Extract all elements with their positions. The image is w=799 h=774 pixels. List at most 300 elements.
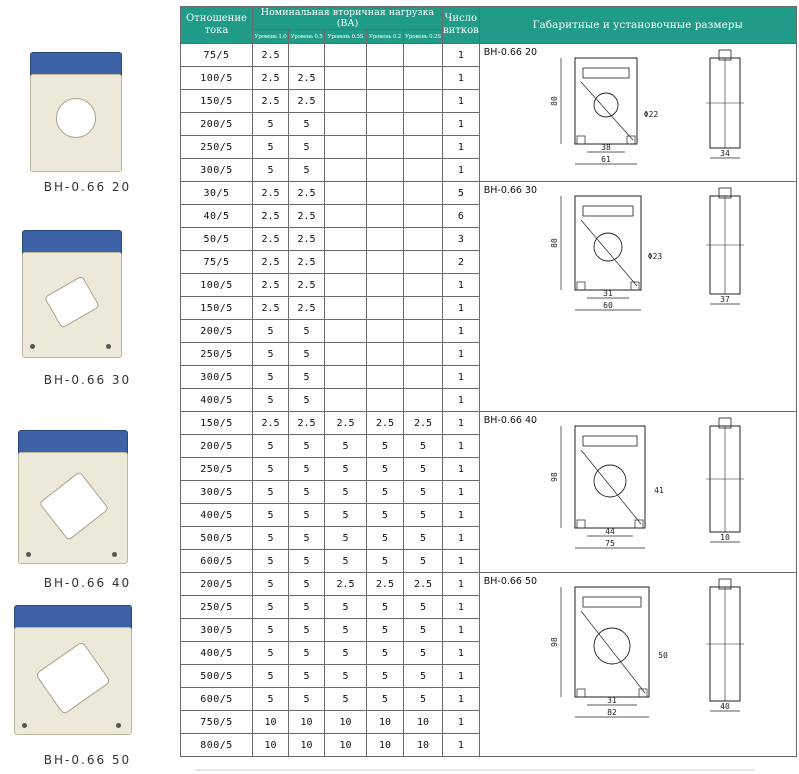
- load-cell: [325, 343, 367, 366]
- diagonal-leader: [581, 611, 645, 693]
- ratio-cell: 150/5: [181, 297, 253, 320]
- load-cell: 5: [253, 435, 289, 458]
- load-cell: 2.5: [253, 67, 289, 90]
- load-cell: 2.5: [253, 44, 289, 67]
- inner-dim-label: 44: [604, 527, 615, 536]
- window-outline: [594, 233, 622, 261]
- load-cell: [367, 182, 404, 205]
- load-cell: 5: [367, 435, 404, 458]
- primary-window: [56, 98, 96, 138]
- load-cell: [367, 228, 404, 251]
- turns-cell: 1: [443, 688, 480, 711]
- load-cell: 5: [367, 550, 404, 573]
- load-cell: 2.5: [253, 297, 289, 320]
- load-cell: 5: [253, 550, 289, 573]
- model-label: ВН-0.66 50: [483, 576, 538, 587]
- load-cell: 5: [367, 642, 404, 665]
- mounting-screw: [106, 344, 111, 349]
- load-cell: 5: [289, 642, 325, 665]
- load-cell: 5: [289, 619, 325, 642]
- window-outline: [594, 93, 618, 117]
- turns-cell: 1: [443, 67, 480, 90]
- load-cell: 10: [404, 711, 443, 734]
- load-cell: 2.5: [253, 412, 289, 435]
- load-cell: 10: [289, 711, 325, 734]
- product-image: [14, 605, 132, 735]
- load-cell: 10: [325, 734, 367, 757]
- load-cell: 5: [253, 458, 289, 481]
- load-cell: 5: [289, 389, 325, 412]
- load-cell: 5: [289, 343, 325, 366]
- ratio-cell: 200/5: [181, 435, 253, 458]
- dimension-drawing: [480, 412, 797, 573]
- terminal-cap: [22, 230, 122, 254]
- header-load: Номинальная вторичная нагрузка (ВА): [253, 7, 443, 30]
- dimension-drawing-cell: [479, 412, 796, 573]
- turns-cell: 1: [443, 573, 480, 596]
- load-cell: [367, 366, 404, 389]
- load-cell: 5: [325, 619, 367, 642]
- load-cell: [325, 159, 367, 182]
- terminal-cap: [30, 52, 122, 76]
- load-cell: [404, 274, 443, 297]
- turns-cell: 1: [443, 412, 480, 435]
- load-cell: [404, 343, 443, 366]
- load-cell: [404, 228, 443, 251]
- load-cell: 10: [289, 734, 325, 757]
- load-cell: [325, 67, 367, 90]
- load-cell: [325, 90, 367, 113]
- load-cell: [367, 67, 404, 90]
- turns-cell: 1: [443, 481, 480, 504]
- ratio-cell: 30/5: [181, 182, 253, 205]
- ratio-cell: 600/5: [181, 550, 253, 573]
- load-cell: [404, 159, 443, 182]
- load-cell: 5: [325, 481, 367, 504]
- turns-cell: 1: [443, 711, 480, 734]
- load-cell: [367, 136, 404, 159]
- front-outline: [575, 58, 637, 144]
- depth-dim-label: 10: [719, 533, 730, 542]
- load-cell: 2.5: [289, 297, 325, 320]
- ratio-cell: 250/5: [181, 458, 253, 481]
- hole-dim-label: 50: [657, 651, 668, 660]
- load-cell: 10: [367, 734, 404, 757]
- load-cell: [367, 343, 404, 366]
- header-level: Уровень 0.2: [367, 30, 404, 44]
- load-cell: 2.5: [253, 274, 289, 297]
- spec-body: [181, 44, 797, 757]
- load-cell: [404, 251, 443, 274]
- turns-cell: 1: [443, 113, 480, 136]
- ratio-cell: 300/5: [181, 366, 253, 389]
- ratio-cell: 100/5: [181, 67, 253, 90]
- dimension-drawing: [480, 573, 797, 757]
- load-cell: 5: [325, 688, 367, 711]
- load-cell: 2.5: [253, 205, 289, 228]
- load-cell: 10: [325, 711, 367, 734]
- load-cell: 5: [367, 688, 404, 711]
- turns-cell: 2: [443, 251, 480, 274]
- load-cell: 5: [289, 159, 325, 182]
- table-row: [181, 412, 797, 435]
- load-cell: 2.5: [253, 228, 289, 251]
- ratio-cell: 40/5: [181, 205, 253, 228]
- product-bh066-50: [0, 603, 175, 774]
- table-row: [181, 44, 797, 67]
- load-cell: 2.5: [289, 228, 325, 251]
- load-cell: [404, 113, 443, 136]
- header-level: Уровень 0.5S: [325, 30, 367, 44]
- load-cell: 10: [253, 734, 289, 757]
- load-cell: 5: [325, 504, 367, 527]
- header-level: Уровень 1.0: [253, 30, 289, 44]
- inner-dim-label: 31: [602, 289, 613, 298]
- turns-cell: 1: [443, 320, 480, 343]
- turns-cell: 1: [443, 274, 480, 297]
- ratio-cell: 400/5: [181, 504, 253, 527]
- mounting-screw: [116, 723, 121, 728]
- load-cell: 5: [289, 665, 325, 688]
- load-cell: 5: [367, 619, 404, 642]
- footer-divider: [195, 769, 755, 771]
- mount-foot: [577, 282, 585, 290]
- turns-cell: 1: [443, 665, 480, 688]
- header-level: Уровень 0.2S: [404, 30, 443, 44]
- dimension-drawing: [480, 182, 797, 412]
- ratio-cell: 200/5: [181, 573, 253, 596]
- load-cell: [325, 366, 367, 389]
- load-cell: [367, 205, 404, 228]
- load-cell: 5: [253, 619, 289, 642]
- load-cell: [404, 136, 443, 159]
- load-cell: 5: [325, 550, 367, 573]
- load-cell: 5: [253, 159, 289, 182]
- ratio-cell: 250/5: [181, 136, 253, 159]
- turns-cell: 1: [443, 619, 480, 642]
- ratio-cell: 150/5: [181, 90, 253, 113]
- load-cell: [325, 320, 367, 343]
- load-cell: 5: [367, 481, 404, 504]
- nameplate: [583, 206, 633, 216]
- load-cell: 5: [404, 550, 443, 573]
- model-label: ВН-0.66 20: [483, 47, 538, 58]
- load-cell: 5: [289, 688, 325, 711]
- model-label: ВН-0.66 40: [483, 415, 538, 426]
- mount-foot: [577, 136, 585, 144]
- turns-cell: 1: [443, 596, 480, 619]
- product-bh066-30: [0, 222, 175, 392]
- load-cell: 2.5: [325, 573, 367, 596]
- load-cell: 2.5: [325, 412, 367, 435]
- terminal-cap: [18, 430, 128, 454]
- load-cell: 5: [253, 136, 289, 159]
- load-cell: 5: [253, 642, 289, 665]
- header-turns: Число витков: [443, 7, 480, 44]
- nameplate: [583, 68, 629, 78]
- header-ratio: Отношение тока: [181, 7, 253, 44]
- ratio-cell: 75/5: [181, 44, 253, 67]
- load-cell: [367, 90, 404, 113]
- load-cell: 5: [289, 573, 325, 596]
- dimension-drawing-cell: [479, 44, 796, 182]
- load-cell: [325, 205, 367, 228]
- load-cell: [367, 297, 404, 320]
- load-cell: [367, 113, 404, 136]
- ratio-cell: 200/5: [181, 320, 253, 343]
- load-cell: 5: [253, 504, 289, 527]
- depth-dim-label: 37: [719, 295, 730, 304]
- load-cell: 5: [253, 665, 289, 688]
- load-cell: [367, 44, 404, 67]
- mount-foot: [577, 520, 585, 528]
- load-cell: [367, 274, 404, 297]
- ratio-cell: 200/5: [181, 113, 253, 136]
- load-cell: 5: [367, 458, 404, 481]
- load-cell: 2.5: [289, 90, 325, 113]
- turns-cell: 3: [443, 228, 480, 251]
- depth-dim-label: 40: [719, 702, 730, 711]
- load-cell: 5: [325, 527, 367, 550]
- turns-cell: 6: [443, 205, 480, 228]
- width-dim-label: 60: [602, 301, 613, 310]
- mount-foot: [627, 136, 635, 144]
- load-cell: [367, 251, 404, 274]
- mounting-screw: [112, 552, 117, 557]
- load-cell: [367, 389, 404, 412]
- turns-cell: 1: [443, 90, 480, 113]
- load-cell: 5: [289, 366, 325, 389]
- load-cell: 5: [404, 458, 443, 481]
- load-cell: [325, 251, 367, 274]
- load-cell: [325, 274, 367, 297]
- load-cell: 2.5: [289, 205, 325, 228]
- table-row: [181, 182, 797, 205]
- hole-dim-label: Φ22: [643, 110, 658, 119]
- load-cell: 5: [367, 504, 404, 527]
- ratio-cell: 100/5: [181, 274, 253, 297]
- load-cell: [367, 320, 404, 343]
- load-cell: 5: [367, 596, 404, 619]
- ratio-cell: 150/5: [181, 412, 253, 435]
- turns-cell: 1: [443, 642, 480, 665]
- load-cell: [325, 228, 367, 251]
- load-cell: [404, 389, 443, 412]
- load-cell: [289, 44, 325, 67]
- ratio-cell: 75/5: [181, 251, 253, 274]
- load-cell: 5: [253, 320, 289, 343]
- load-cell: 5: [325, 435, 367, 458]
- ratio-cell: 50/5: [181, 228, 253, 251]
- load-cell: [404, 297, 443, 320]
- width-dim-label: 75: [604, 539, 615, 548]
- load-cell: 2.5: [253, 251, 289, 274]
- load-cell: 5: [253, 343, 289, 366]
- diagonal-leader: [581, 220, 637, 286]
- turns-cell: 1: [443, 734, 480, 757]
- header-dims: Габаритные и установочные размеры: [479, 7, 796, 44]
- load-cell: 10: [253, 711, 289, 734]
- product-caption: ВН-0.66 50: [43, 753, 132, 767]
- load-cell: 5: [289, 527, 325, 550]
- load-cell: 5: [325, 596, 367, 619]
- width-dim-label: 82: [606, 708, 617, 717]
- table-row: [181, 573, 797, 596]
- product-caption: ВН-0.66 20: [43, 180, 132, 194]
- load-cell: 5: [253, 113, 289, 136]
- ratio-cell: 300/5: [181, 159, 253, 182]
- window-outline: [594, 628, 630, 664]
- load-cell: 5: [404, 665, 443, 688]
- ratio-cell: 800/5: [181, 734, 253, 757]
- product-column: [0, 0, 175, 774]
- dimension-drawing-cell: [479, 573, 796, 757]
- dimension-drawing-cell: [479, 182, 796, 412]
- load-cell: 5: [253, 481, 289, 504]
- ratio-cell: 250/5: [181, 596, 253, 619]
- load-cell: 5: [253, 688, 289, 711]
- front-outline: [575, 426, 645, 528]
- load-cell: 2.5: [289, 274, 325, 297]
- load-cell: 5: [404, 688, 443, 711]
- mount-foot: [577, 689, 585, 697]
- mounting-screw: [22, 723, 27, 728]
- load-cell: 2.5: [367, 573, 404, 596]
- load-cell: 5: [253, 573, 289, 596]
- load-cell: 2.5: [404, 573, 443, 596]
- model-label: ВН-0.66 30: [483, 185, 538, 196]
- load-cell: 2.5: [289, 182, 325, 205]
- load-cell: [325, 113, 367, 136]
- turns-cell: 1: [443, 297, 480, 320]
- load-cell: 2.5: [404, 412, 443, 435]
- product-image: [30, 52, 122, 172]
- load-cell: 5: [325, 665, 367, 688]
- load-cell: [404, 67, 443, 90]
- inner-dim-label: 31: [606, 696, 617, 705]
- product-bh066-40: [0, 425, 175, 595]
- ratio-cell: 500/5: [181, 665, 253, 688]
- ratio-cell: 500/5: [181, 527, 253, 550]
- turns-cell: 1: [443, 44, 480, 67]
- spec-table: [180, 6, 797, 757]
- height-dim-label: 98: [549, 472, 559, 482]
- height-dim-label: 80: [549, 238, 559, 248]
- window-outline: [594, 465, 626, 497]
- diagonal-leader: [581, 82, 633, 140]
- turns-cell: 1: [443, 504, 480, 527]
- hole-dim-label: 41: [653, 486, 664, 495]
- product-bh066-20: [0, 40, 175, 200]
- product-image: [22, 230, 122, 360]
- load-cell: 5: [404, 504, 443, 527]
- load-cell: [404, 366, 443, 389]
- depth-dim-label: 34: [719, 149, 730, 158]
- turns-cell: 1: [443, 389, 480, 412]
- turns-cell: 1: [443, 136, 480, 159]
- product-image: [18, 430, 128, 565]
- mounting-screw: [30, 344, 35, 349]
- ratio-cell: 250/5: [181, 343, 253, 366]
- load-cell: [325, 389, 367, 412]
- turns-cell: 1: [443, 458, 480, 481]
- load-cell: 5: [253, 596, 289, 619]
- load-cell: [404, 182, 443, 205]
- load-cell: 5: [404, 435, 443, 458]
- load-cell: 5: [367, 527, 404, 550]
- dimension-drawing: [480, 44, 797, 182]
- ratio-cell: 300/5: [181, 619, 253, 642]
- load-cell: 5: [289, 435, 325, 458]
- turns-cell: 1: [443, 527, 480, 550]
- front-outline: [575, 587, 649, 697]
- ratio-cell: 600/5: [181, 688, 253, 711]
- nameplate: [583, 597, 641, 607]
- load-cell: [325, 297, 367, 320]
- load-cell: 5: [325, 642, 367, 665]
- ratio-cell: 400/5: [181, 389, 253, 412]
- height-dim-label: 80: [549, 96, 559, 106]
- load-cell: [404, 205, 443, 228]
- load-cell: 2.5: [253, 90, 289, 113]
- load-cell: 10: [367, 711, 404, 734]
- load-cell: 5: [253, 527, 289, 550]
- diagonal-leader: [581, 450, 641, 524]
- load-cell: 5: [404, 527, 443, 550]
- load-cell: 5: [289, 481, 325, 504]
- load-cell: 5: [289, 458, 325, 481]
- load-cell: 2.5: [289, 251, 325, 274]
- terminal-cap: [14, 605, 132, 629]
- ratio-cell: 300/5: [181, 481, 253, 504]
- load-cell: [325, 182, 367, 205]
- load-cell: [325, 44, 367, 67]
- height-dim-label: 98: [549, 637, 559, 647]
- turns-cell: 1: [443, 343, 480, 366]
- load-cell: [404, 44, 443, 67]
- ratio-cell: 400/5: [181, 642, 253, 665]
- load-cell: [404, 320, 443, 343]
- load-cell: 5: [289, 596, 325, 619]
- turns-cell: 1: [443, 159, 480, 182]
- load-cell: 5: [404, 596, 443, 619]
- turns-cell: 5: [443, 182, 480, 205]
- load-cell: [367, 159, 404, 182]
- load-cell: 5: [404, 642, 443, 665]
- inner-dim-label: 38: [600, 143, 611, 152]
- load-cell: 2.5: [367, 412, 404, 435]
- load-cell: 5: [253, 389, 289, 412]
- load-cell: 5: [325, 458, 367, 481]
- load-cell: 2.5: [253, 182, 289, 205]
- turns-cell: 1: [443, 550, 480, 573]
- load-cell: 5: [289, 550, 325, 573]
- load-cell: 2.5: [289, 67, 325, 90]
- nameplate: [583, 436, 637, 446]
- load-cell: 5: [289, 320, 325, 343]
- front-outline: [575, 196, 641, 290]
- load-cell: 5: [289, 113, 325, 136]
- load-cell: 5: [253, 366, 289, 389]
- load-cell: [325, 136, 367, 159]
- load-cell: [404, 90, 443, 113]
- hole-dim-label: Φ23: [647, 252, 662, 261]
- turns-cell: 1: [443, 435, 480, 458]
- load-cell: 5: [404, 619, 443, 642]
- product-caption: ВН-0.66 30: [43, 373, 132, 387]
- ratio-cell: 750/5: [181, 711, 253, 734]
- load-cell: 2.5: [289, 412, 325, 435]
